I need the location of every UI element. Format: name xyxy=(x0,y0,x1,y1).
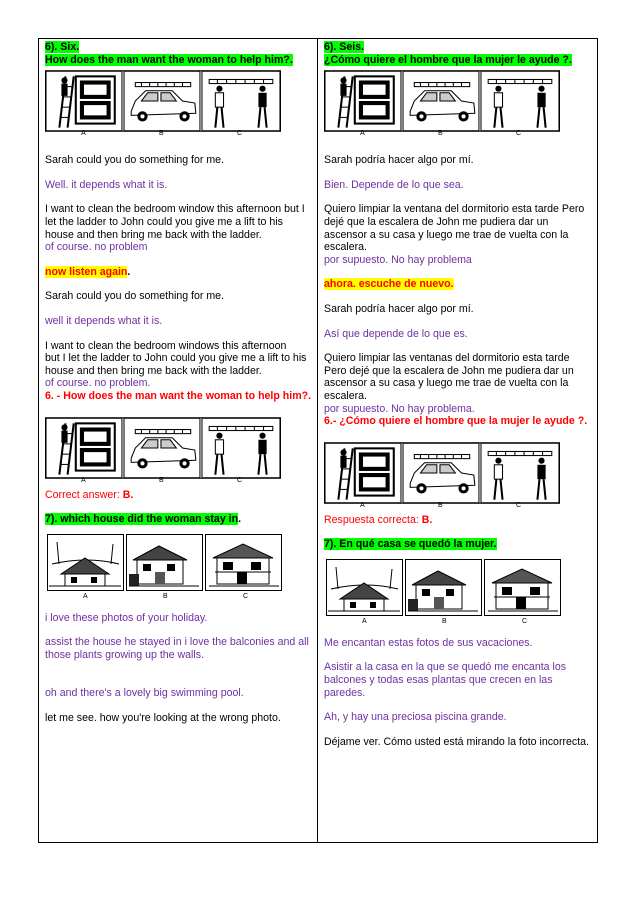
houses-picture xyxy=(45,534,285,604)
option-label-a: A xyxy=(360,501,365,509)
option-label-a: A xyxy=(81,476,86,484)
option-label-b: B xyxy=(438,501,443,509)
option-label-a: A xyxy=(81,130,86,138)
option-label-c: C xyxy=(516,130,522,138)
question-7-dot: . xyxy=(238,513,242,526)
dialogue-line: well it depends what it is. xyxy=(45,314,163,327)
dialogue-line: Sarah podría hacer algo por mí. xyxy=(324,154,474,167)
houses-options-image xyxy=(45,534,285,592)
ladder-options-image xyxy=(45,417,281,479)
option-label-b: B xyxy=(438,130,443,138)
dialogue-line: I want to clean the bedroom window this afternoon but I let the ladder to John could you give me a lift to his house and then bring me back with the ladder. xyxy=(45,203,305,241)
english-column xyxy=(39,39,318,842)
ladder-picture xyxy=(45,417,281,487)
dialogue-line: i love these photos of your holiday. xyxy=(45,611,208,624)
dialogue-line: Quiero limpiar la ventana del dormitorio esta tarde Pero dejé que la escalera de John me pudiera dar un ascensor a su casa y luego me trae de vuelta con la escalera. xyxy=(324,203,585,254)
listen-again-heading: ahora. escuche de nuevo. xyxy=(324,278,454,291)
question-6-repeat: 6.- ¿Cómo quiere el hombre que la mujer le ayude ?. xyxy=(324,415,588,428)
answer-value: B. xyxy=(421,513,433,526)
dialogue-line: let me see. how you're looking at the wrong photo. xyxy=(45,712,281,725)
question-6-text: ¿Cómo quiere el hombre que la mujer le ayude ?. xyxy=(324,53,572,66)
dialogue-line: of course. no problem xyxy=(45,241,148,254)
dialogue-line: Well. it depends what it is. xyxy=(45,178,168,191)
listen-again-heading: now listen again xyxy=(45,265,128,278)
dialogue-line: but I let the ladder to John could you give me a lift to his house and then bring me back with the ladder. xyxy=(45,352,307,377)
ladder-picture xyxy=(324,442,560,512)
dialogue-line: Sarah could you do something for me. xyxy=(45,290,225,303)
question-6-number: 6). Seis. xyxy=(324,41,365,53)
answer-label: Correct answer: xyxy=(45,488,123,501)
spanish-column xyxy=(318,39,597,842)
dialogue-line: oh and there's a lovely big swimming pool. xyxy=(45,687,244,700)
option-label-c: C xyxy=(522,617,528,625)
option-label-a: A xyxy=(360,130,365,138)
option-label-c: C xyxy=(516,501,522,509)
houses-options-image xyxy=(324,559,564,617)
dialogue-line: assist the house he stayed in i love the balconies and all those plants growing up the walls. xyxy=(45,636,309,661)
dialogue-line: Bien. Depende de lo que sea. xyxy=(324,178,464,191)
option-label-a: A xyxy=(83,592,88,600)
option-label-c: C xyxy=(243,592,249,600)
option-label-a: A xyxy=(362,617,367,625)
option-label-c: C xyxy=(237,476,243,484)
question-6-repeat: 6. - How does the man want the woman to help him?. xyxy=(45,389,312,402)
dialogue-line: Quiero limpiar las ventanas del dormitorio esta tarde xyxy=(324,352,570,365)
ladder-picture xyxy=(45,70,281,140)
dialogue-line: Sarah podría hacer algo por mí. xyxy=(324,302,474,315)
option-label-b: B xyxy=(442,617,447,625)
dialogue-line: Me encantan estas fotos de sus vacaciones. xyxy=(324,636,533,649)
dialogue-line: por supuesto. No hay problema. xyxy=(324,402,475,415)
houses-picture xyxy=(324,559,564,629)
option-label-c: C xyxy=(237,130,243,138)
listen-again-dot: . xyxy=(127,265,131,278)
ladder-options-image xyxy=(324,70,560,132)
bilingual-table xyxy=(38,38,598,843)
dialogue-line: of course. no problem. xyxy=(45,377,151,390)
dialogue-line: por supuesto. No hay problema xyxy=(324,253,472,266)
ladder-options-image xyxy=(45,70,281,132)
question-7-text: 7). En qué casa se quedó la mujer. xyxy=(324,538,497,551)
answer-label: Respuesta correcta: xyxy=(324,513,422,526)
dialogue-line: Así que depende de lo que es. xyxy=(324,327,468,340)
dialogue-line: Ah, y hay una preciosa piscina grande. xyxy=(324,711,507,724)
dialogue-line: Pero dejé que la escalera de John me pudiera dar un ascensor a su casa y luego me trae de vuelta con la escalera. xyxy=(324,364,574,402)
dialogue-line: Déjame ver. Cómo usted está mirando la foto incorrecta. xyxy=(324,735,589,748)
question-6-number: 6). Six. xyxy=(45,41,80,53)
ladder-picture xyxy=(324,70,560,140)
option-label-b: B xyxy=(159,476,164,484)
answer-value: B. xyxy=(122,488,134,501)
dialogue-line: I want to clean the bedroom windows this afternoon xyxy=(45,339,287,352)
question-7-text: 7). which house did the woman stay in xyxy=(45,513,239,526)
option-label-b: B xyxy=(159,130,164,138)
ladder-options-image xyxy=(324,442,560,504)
option-label-b: B xyxy=(163,592,168,600)
dialogue-line: Asistir a la casa en la que se quedó me encanta los balcones y todas esas plantas que crecen en las paredes. xyxy=(324,661,567,699)
question-6-text: How does the man want the woman to help him?. xyxy=(45,53,293,66)
dialogue-line: Sarah could you do something for me. xyxy=(45,154,225,167)
